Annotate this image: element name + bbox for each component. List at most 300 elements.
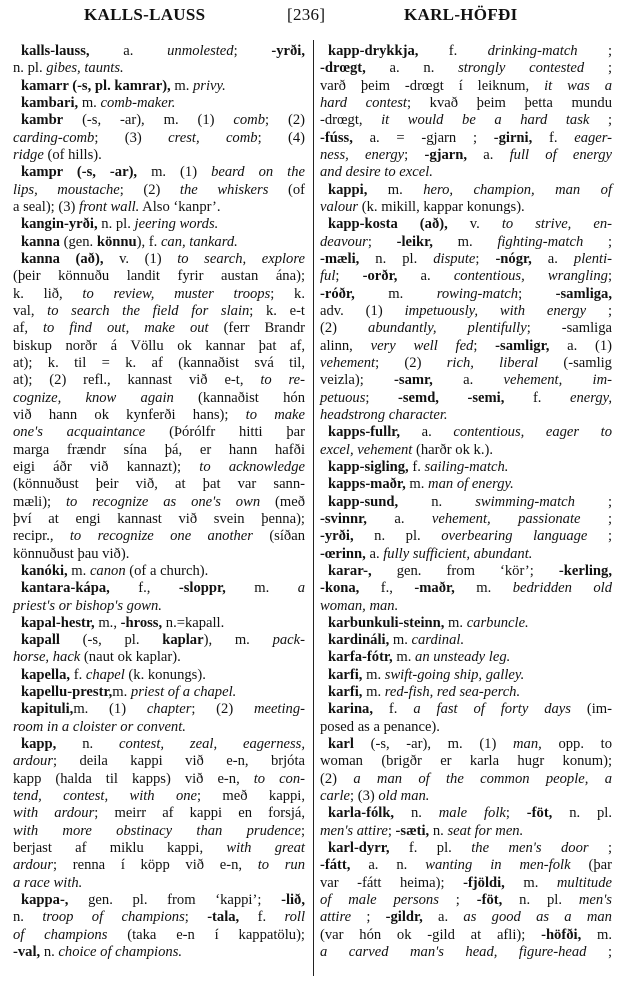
entry-line [320,60,612,77]
dictionary-entry [13,95,305,112]
headword: -höfði, [541,926,582,943]
entry-text: m. [432,233,498,250]
entry-text: m. [454,580,513,597]
definition-text: front wall. [79,198,140,215]
entry-line [13,771,305,788]
entry-text: n. pl. [359,250,434,267]
entry-line [13,684,305,701]
entry-text: (k. konungs). [124,666,206,683]
entry-line [320,857,612,874]
headword: -leikr, [396,233,433,250]
dictionary-entry [13,164,305,216]
definition-text: full of energy [509,146,613,163]
entry-line [320,320,612,337]
entry-line [13,823,305,840]
dictionary-entry [320,701,612,736]
headword: karar-, [328,562,372,579]
definition-text: horse, hack [13,649,81,666]
entry-text: (of a church). [125,562,209,579]
entry-line [13,78,305,95]
entry-text: a. = -gjarn ; [352,129,494,146]
definition-text: old man. [378,788,430,805]
entry-text: veizla); [320,372,395,389]
headword: kapp-drykkja, [328,43,419,59]
entry-line [13,649,305,666]
definition-text: to con- [253,770,305,787]
dictionary-entry [13,43,305,78]
dictionary-entry [13,736,305,892]
entry-text: a. [467,146,510,163]
entry-line [13,60,305,77]
headword: kantara-kápa, [21,580,110,597]
entry-text: m. [78,94,101,111]
entry-line [320,268,612,285]
entry-line [13,701,305,718]
entry-text: ; [404,146,425,163]
entry-text: (naut ok kaplar). [80,649,181,666]
entry-text: (-s, -ar), m. (1) [63,112,234,129]
definition-text: priest's or bishop's gown. [13,597,162,614]
headword: karina, [328,701,374,718]
entry-line [320,684,612,701]
definition-text: to run [257,857,306,874]
dictionary-entry [320,736,612,805]
dictionary-entry [13,615,305,632]
headword: -róðr, [320,285,355,302]
entry-line [13,927,305,944]
definition-text: chapel [85,666,125,683]
definition-text: contentious, wrangling [453,268,608,285]
entry-line [13,892,305,909]
entry-text: (of hills). [43,146,102,163]
dictionary-entry [320,182,612,217]
definition-text: man, [513,736,542,753]
definition-text: chapter [146,701,192,718]
entry-text: ; með kappi, [197,788,305,805]
entry-line [13,182,305,199]
entry-text: a. [432,372,504,389]
definition-text: a man of the common people, a [353,770,612,787]
entry-line [13,355,305,372]
definition-text: crest, comb [168,129,258,146]
entry-text: alinn, [320,337,371,354]
definition-text: eager- [574,129,613,146]
definition-text: carle [320,788,350,805]
definition-text: of male persons [320,892,439,909]
entry-line [13,268,305,285]
dictionary-entry [13,667,305,684]
entry-text: (im- [570,701,612,718]
definition-text: tend, contest, with one [13,788,198,805]
headword: -fátt, [320,857,351,874]
entry-line [13,199,305,216]
entry-text: m. [67,562,90,579]
entry-text: f. [408,458,425,475]
entry-line [320,459,612,476]
dictionary-entry [13,563,305,580]
entry-text: (ferr Brandr [208,320,305,337]
headword: -föt, [526,805,553,822]
dictionary-entry [320,459,612,476]
headword: karl-dyrr, [328,840,390,857]
definition-text: contentious, eager to [453,424,612,441]
entry-text: marga frændr sína þá, er hann hafði [13,441,305,458]
entry-text: ; [367,233,397,250]
definition-text: a fast of forty days [413,701,571,718]
dictionary-entry [320,632,612,649]
definition-text: ardour [13,753,54,770]
definition-text: ardour [13,857,54,874]
entry-line [13,147,305,164]
definition-text: one's acquaintance [13,424,146,441]
entry-text: m. (1) [73,701,147,718]
entry-text: m. [170,77,193,94]
headword: -samliga, [555,285,612,302]
entry-text: f. [504,389,570,406]
entry-text: ; k. [270,285,305,302]
definition-text: vehement, im- [503,372,612,389]
entry-text: n.=kapall. [162,614,225,631]
entry-text: (síðan [252,528,305,545]
definition-text: wanting in men-folk [425,857,571,874]
running-head-right: KARL-HÖFÐI [404,5,518,24]
dictionary-entry [13,234,305,251]
entry-text: ; [607,268,612,285]
headword: -œrinn, [320,545,366,562]
entry-text: ; (3) [94,129,169,146]
entry-text: ; (2) [265,112,305,129]
definition-text: can, tankard. [160,233,238,250]
headword: kappi, [328,181,368,198]
entry-text: ; [574,493,612,510]
headword: -kerling, [558,562,612,579]
entry-line [13,234,305,251]
entry-text: n. [429,822,448,839]
entry-text: (kannaðist hón [173,389,305,406]
entry-text: ; (2) [191,701,254,718]
entry-line [13,753,305,770]
entry-line [13,303,305,320]
entry-line [320,251,612,268]
dictionary-entry [13,684,305,701]
entry-text: (taka e-n í kappatölu); [107,926,305,943]
entry-line [320,771,612,788]
entry-text: biskup norðr á Völlu ok kannar þat af, [13,337,305,354]
entry-text: opp. to [541,736,612,753]
definition-text: men's attire [320,822,388,839]
dictionary-entry [13,112,305,164]
entry-line [320,788,612,805]
headword: -yrði, [320,528,354,545]
definition-text: to strive, en- [501,216,613,233]
headword: kangin-yrði, [21,216,98,233]
entry-line [13,719,305,736]
definition-text: privy. [193,77,226,94]
dictionary-entry [320,805,612,840]
entry-line [320,390,612,407]
entry-line [13,909,305,926]
definition-text: ness, energy [320,146,405,163]
headword: -maðr, [414,580,455,597]
entry-line [320,355,612,372]
headword: -tala, [207,909,240,926]
entry-line [13,112,305,129]
headword: -yrði, [271,43,305,59]
entry-text: f. pl. [389,840,472,857]
column-divider [313,40,314,976]
entry-line [13,216,305,233]
entry-text: -drœgt, [320,112,382,129]
entry-text: a seal); (3) [13,198,80,215]
definition-text: choice of champions. [58,944,183,961]
definition-text: it would be a hard task [381,112,590,129]
entry-text: ; (3) [350,788,379,805]
headword: kambari, [21,94,79,111]
entry-text: Also ‘kanpr’. [139,198,221,215]
entry-text: (þar [570,857,612,874]
definition-text: deavour [320,233,368,250]
entry-line [320,286,612,303]
entry-line [320,164,612,181]
headword: -val, [13,944,41,961]
entry-text: (Þórólfr hitti þar [145,424,305,441]
definition-text: comb-maker. [100,94,176,111]
headword: -kona, [320,580,360,597]
entry-line [13,563,305,580]
entry-text: ; renna í köpp við e-n, [53,857,258,874]
entry-text: a. [400,424,454,441]
entry-text: f., [359,580,415,597]
definition-text: troop of champions [42,909,185,926]
entry-text: at); (2) refl., kannast við e-t, [13,372,261,389]
definition-text: and desire to excel. [320,164,433,181]
entry-text: n. pl. [502,892,579,909]
headword: kamarr (-s, pl. kamrar), [21,77,171,94]
entry-text: ; [586,302,613,319]
entry-line [320,528,612,545]
entry-text: f. [70,666,86,683]
entry-text: at); k. til = k. af (kannaðist svá til, [13,354,305,371]
headword: karl [328,736,354,753]
dictionary-entry [13,701,305,736]
definition-text: fighting-match [497,233,584,250]
entry-text: m., [94,614,121,631]
entry-text: (harðr ok k.). [412,441,494,458]
entry-text: ; [577,43,612,59]
headword: kapps-maðr, [328,476,406,493]
entry-text: (2) [320,320,369,337]
entry-text: (-s, pl. [59,632,163,649]
dictionary-entry [320,684,612,701]
entry-line [13,528,305,545]
entry-line [320,615,612,632]
entry-text: f. [239,909,285,926]
definition-text: headstrong character. [320,406,448,423]
dictionary-entry [320,494,612,563]
entry-line [13,390,305,407]
definition-text: of champions [13,926,108,943]
headword: -gildr, [385,909,423,926]
definition-text: gibes, taunts. [46,60,124,77]
dictionary-entry [13,216,305,233]
entry-line [13,944,305,961]
definition-text: cardinal. [411,632,465,649]
entry-text: m. [444,614,467,631]
entry-text: n. [40,944,59,961]
entry-text: ; [584,60,612,77]
entry-text: ; [233,43,272,59]
entry-text: því at engi kannast við svein þenna); [13,510,305,527]
definition-text: beard on the [211,164,305,181]
entry-text: v. [447,216,502,233]
definition-text: very well fed [370,337,474,354]
headword: könnu [96,233,137,250]
headword: kanna [21,233,60,250]
entry-text: a. [422,909,464,926]
entry-text: ; [351,909,386,926]
dictionary-entry [320,43,612,182]
entry-text: (2) [320,770,354,787]
definition-text: rich, liberal [446,354,539,371]
entry-line [13,805,305,822]
entry-line [320,563,612,580]
definition-text: energy, [570,389,613,406]
entry-line [320,909,612,926]
entry-text: af, [13,320,43,337]
entry-text: varð þeim -drœgt í leiknum, [320,77,545,94]
headword: kapituli, [21,701,74,718]
entry-line [320,511,612,528]
entry-line [13,43,305,60]
definition-text: hero, champion, man of [423,181,613,198]
headword: -sloppr, [178,580,226,597]
entry-text: m. [362,666,385,683]
headword: -föt, [476,892,503,909]
definition-text: an unsteady leg. [415,649,511,666]
definition-text: swift-going ship, galley. [384,666,525,683]
definition-text: petuous [320,389,366,406]
headword: -nógr, [495,250,532,267]
entry-text: (-samlig [538,354,612,371]
entry-text: ; k. e-t [249,302,305,319]
definition-text: man of energy. [428,476,514,493]
entry-text: ; [588,840,613,857]
entry-text: a. [89,43,168,59]
entry-text: f., [109,580,179,597]
definition-text: to re- [260,372,305,389]
definition-text: with ardour [13,805,95,822]
dictionary-entry [13,251,305,563]
headword: -fúss, [320,129,353,146]
definition-text: plenti- [573,250,612,267]
entry-text: ; [505,805,527,822]
entry-text: posed as a penance). [320,718,440,735]
entry-line [13,632,305,649]
entry-line [320,112,612,129]
entry-text: m. [112,684,131,701]
entry-text: woman (brigðr er karla hugr konum); [320,753,612,770]
headword: karfi, [328,666,363,683]
definition-text: strongly contested [458,60,585,77]
dictionary-entry [320,667,612,684]
entry-line [13,476,305,493]
headword: -samligr, [495,337,550,354]
entry-text: n. pl. [97,216,135,233]
dictionary-entry [320,476,612,493]
entry-text: m. [362,684,385,701]
entry-text: ; kvað þeim þetta mundu [407,94,612,111]
entry-text: (var hón ok -gild at afli); [320,926,542,943]
entry-text: n. pl. [552,805,612,822]
entry-text: var -fátt heima); [320,874,464,891]
entry-line [13,615,305,632]
entry-text: v. (1) [103,250,178,267]
definition-text: vehement, passionate [431,510,581,527]
entry-line [13,286,305,303]
definition-text: sailing-match. [424,458,509,475]
headword: -drœgt, [320,60,366,77]
entry-text: ; [365,389,399,406]
definition-text: with more obstinacy than prudence [13,822,301,839]
entry-line [320,632,612,649]
definition-text: multitude [556,874,612,891]
entry-text: n. [394,805,439,822]
entry-line [320,216,612,233]
entry-line [320,944,612,961]
entry-line [13,459,305,476]
definition-text: valour [320,198,359,215]
entry-text: eigi áðr við kannazt); [13,458,200,475]
definition-text: cognize, know again [13,389,174,406]
entry-text: (-s, -ar), m. (1) [353,736,513,753]
entry-line [320,494,612,511]
definition-text: woman, man. [320,597,399,614]
entry-text: ; [475,250,496,267]
definition-text: unmolested [167,43,234,59]
definition-text: a race with. [13,874,83,891]
headword: kappa-, [21,892,69,909]
definition-text: carbuncle. [466,614,529,631]
entry-line [320,580,612,597]
running-head-left: KALLS-LAUSS [84,5,206,24]
headword: kapal-hestr, [21,614,95,631]
headword: -gjarn, [424,146,468,163]
headword: kapp-sigling, [328,458,409,475]
entry-text: f. [373,701,414,718]
entry-text: könnuðust þau við). [13,545,130,562]
entry-text: ; [473,337,496,354]
entry-text: ; [184,909,208,926]
definition-text: male folk [438,805,506,822]
entry-text: ; (4) [257,129,306,146]
entry-line [320,927,612,944]
headword: kaplar [162,632,204,649]
entry-text: n. [56,736,120,753]
definition-text: hard contest [320,94,407,111]
entry-text: ), m. [203,632,273,649]
entry-line [13,442,305,459]
entry-line [13,424,305,441]
headword: -lið, [281,892,305,909]
headword: karfi, [328,684,363,701]
entry-line [320,234,612,251]
entry-text: ; meirr af kappi en forsjá, [94,805,306,822]
headword: karbunkuli-steinn, [328,614,445,631]
definition-text: overbearing language [441,528,588,545]
dictionary-entry [320,563,612,615]
entry-line [320,736,612,753]
dictionary-entry [320,615,612,632]
